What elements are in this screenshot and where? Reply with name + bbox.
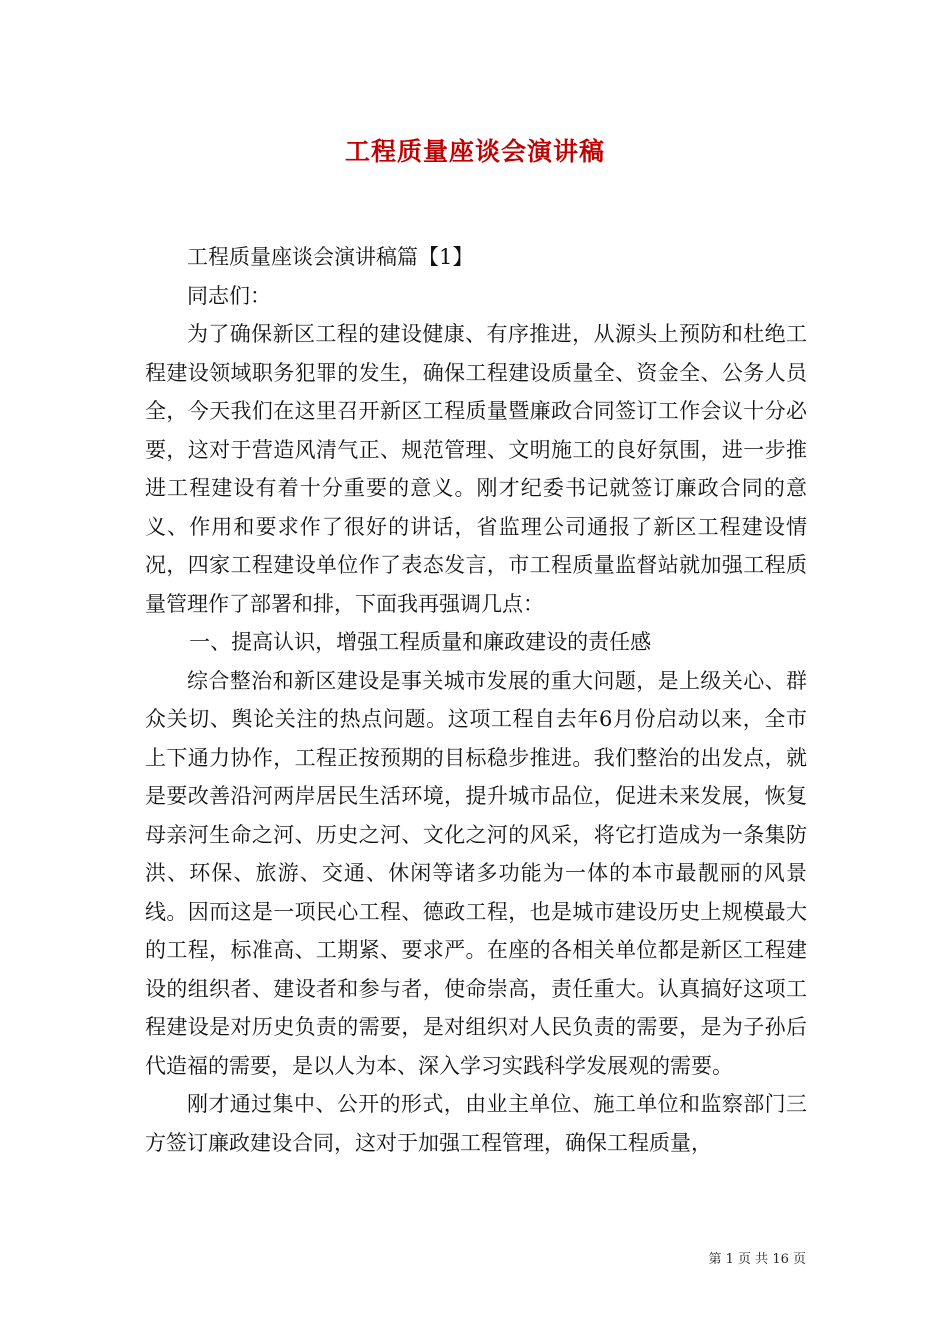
document-title: 工程质量座谈会演讲稿 bbox=[344, 137, 605, 166]
body-paragraph: 综合整治和新区建设是事关城市发展的重大问题，是上级关心、群众关切、舆论关注的热点问题。这项工程自去年6月份启动以来，全市上下通力协作，工程正按预期的目标稳步推进。我们整治的出发点，就是要改善沿河两岸居民生活环境，提升城市品位，促进未来发展，恢复母亲河生命之河、历史之河、文化之河的风采，将它打造成为一条集防洪、环保、旅游、交通、休闲等诸多功能为一体的本市最靓丽的风景线。因而这是一项民心工程、德政工程，也是城市建设历史上规模最大的工程，标准高、工期紧、要求严。在座的各相关单位都是新区工程建设的组织者、建设者和参与者，使命崇高，责任重大。认真搞好这项工程建设是对历史负责的需要，是对组织对人民负责的需要，是为子孙后代造福的需要，是以人为本、深入学习实践科学发展观的需要。 bbox=[145, 668, 807, 1078]
body-paragraph: 刚才通过集中、公开的形式，由业主单位、施工单位和监察部门三方签订廉政建设合同，这对于加强工程管理，确保工程质量， bbox=[145, 1092, 807, 1155]
page-number: 第 1 页 共 16 页 bbox=[708, 1252, 806, 1267]
section-heading: 工程质量座谈会演讲稿篇【1】 bbox=[187, 245, 474, 269]
document-body bbox=[145, 238, 807, 1162]
salutation: 同志们： bbox=[187, 283, 271, 308]
subheading: 一、提高认识，增强工程质量和廉政建设的责任感 bbox=[189, 630, 652, 654]
body-paragraph: 为了确保新区工程的建设健康、有序推进，从源头上预防和杜绝工程建设领域职务犯罪的发生，确保工程建设质量全、资金全、公务人员全，今天我们在这里召开新区工程质量暨廉政合同签订工作会议十分必要，这对于营造风清气正、规范管理、文明施工的良好氛围，进一步推进工程建设有着十分重要的意义。刚才纪委书记就签订廉政合同的意义、作用和要求作了很好的讲话，省监理公司通报了新区工程建设情况，四家工程建设单位作了表态发言，市工程质量监督站就加强工程质量管理作了部署和排，下面我再强调几点： bbox=[145, 322, 807, 616]
